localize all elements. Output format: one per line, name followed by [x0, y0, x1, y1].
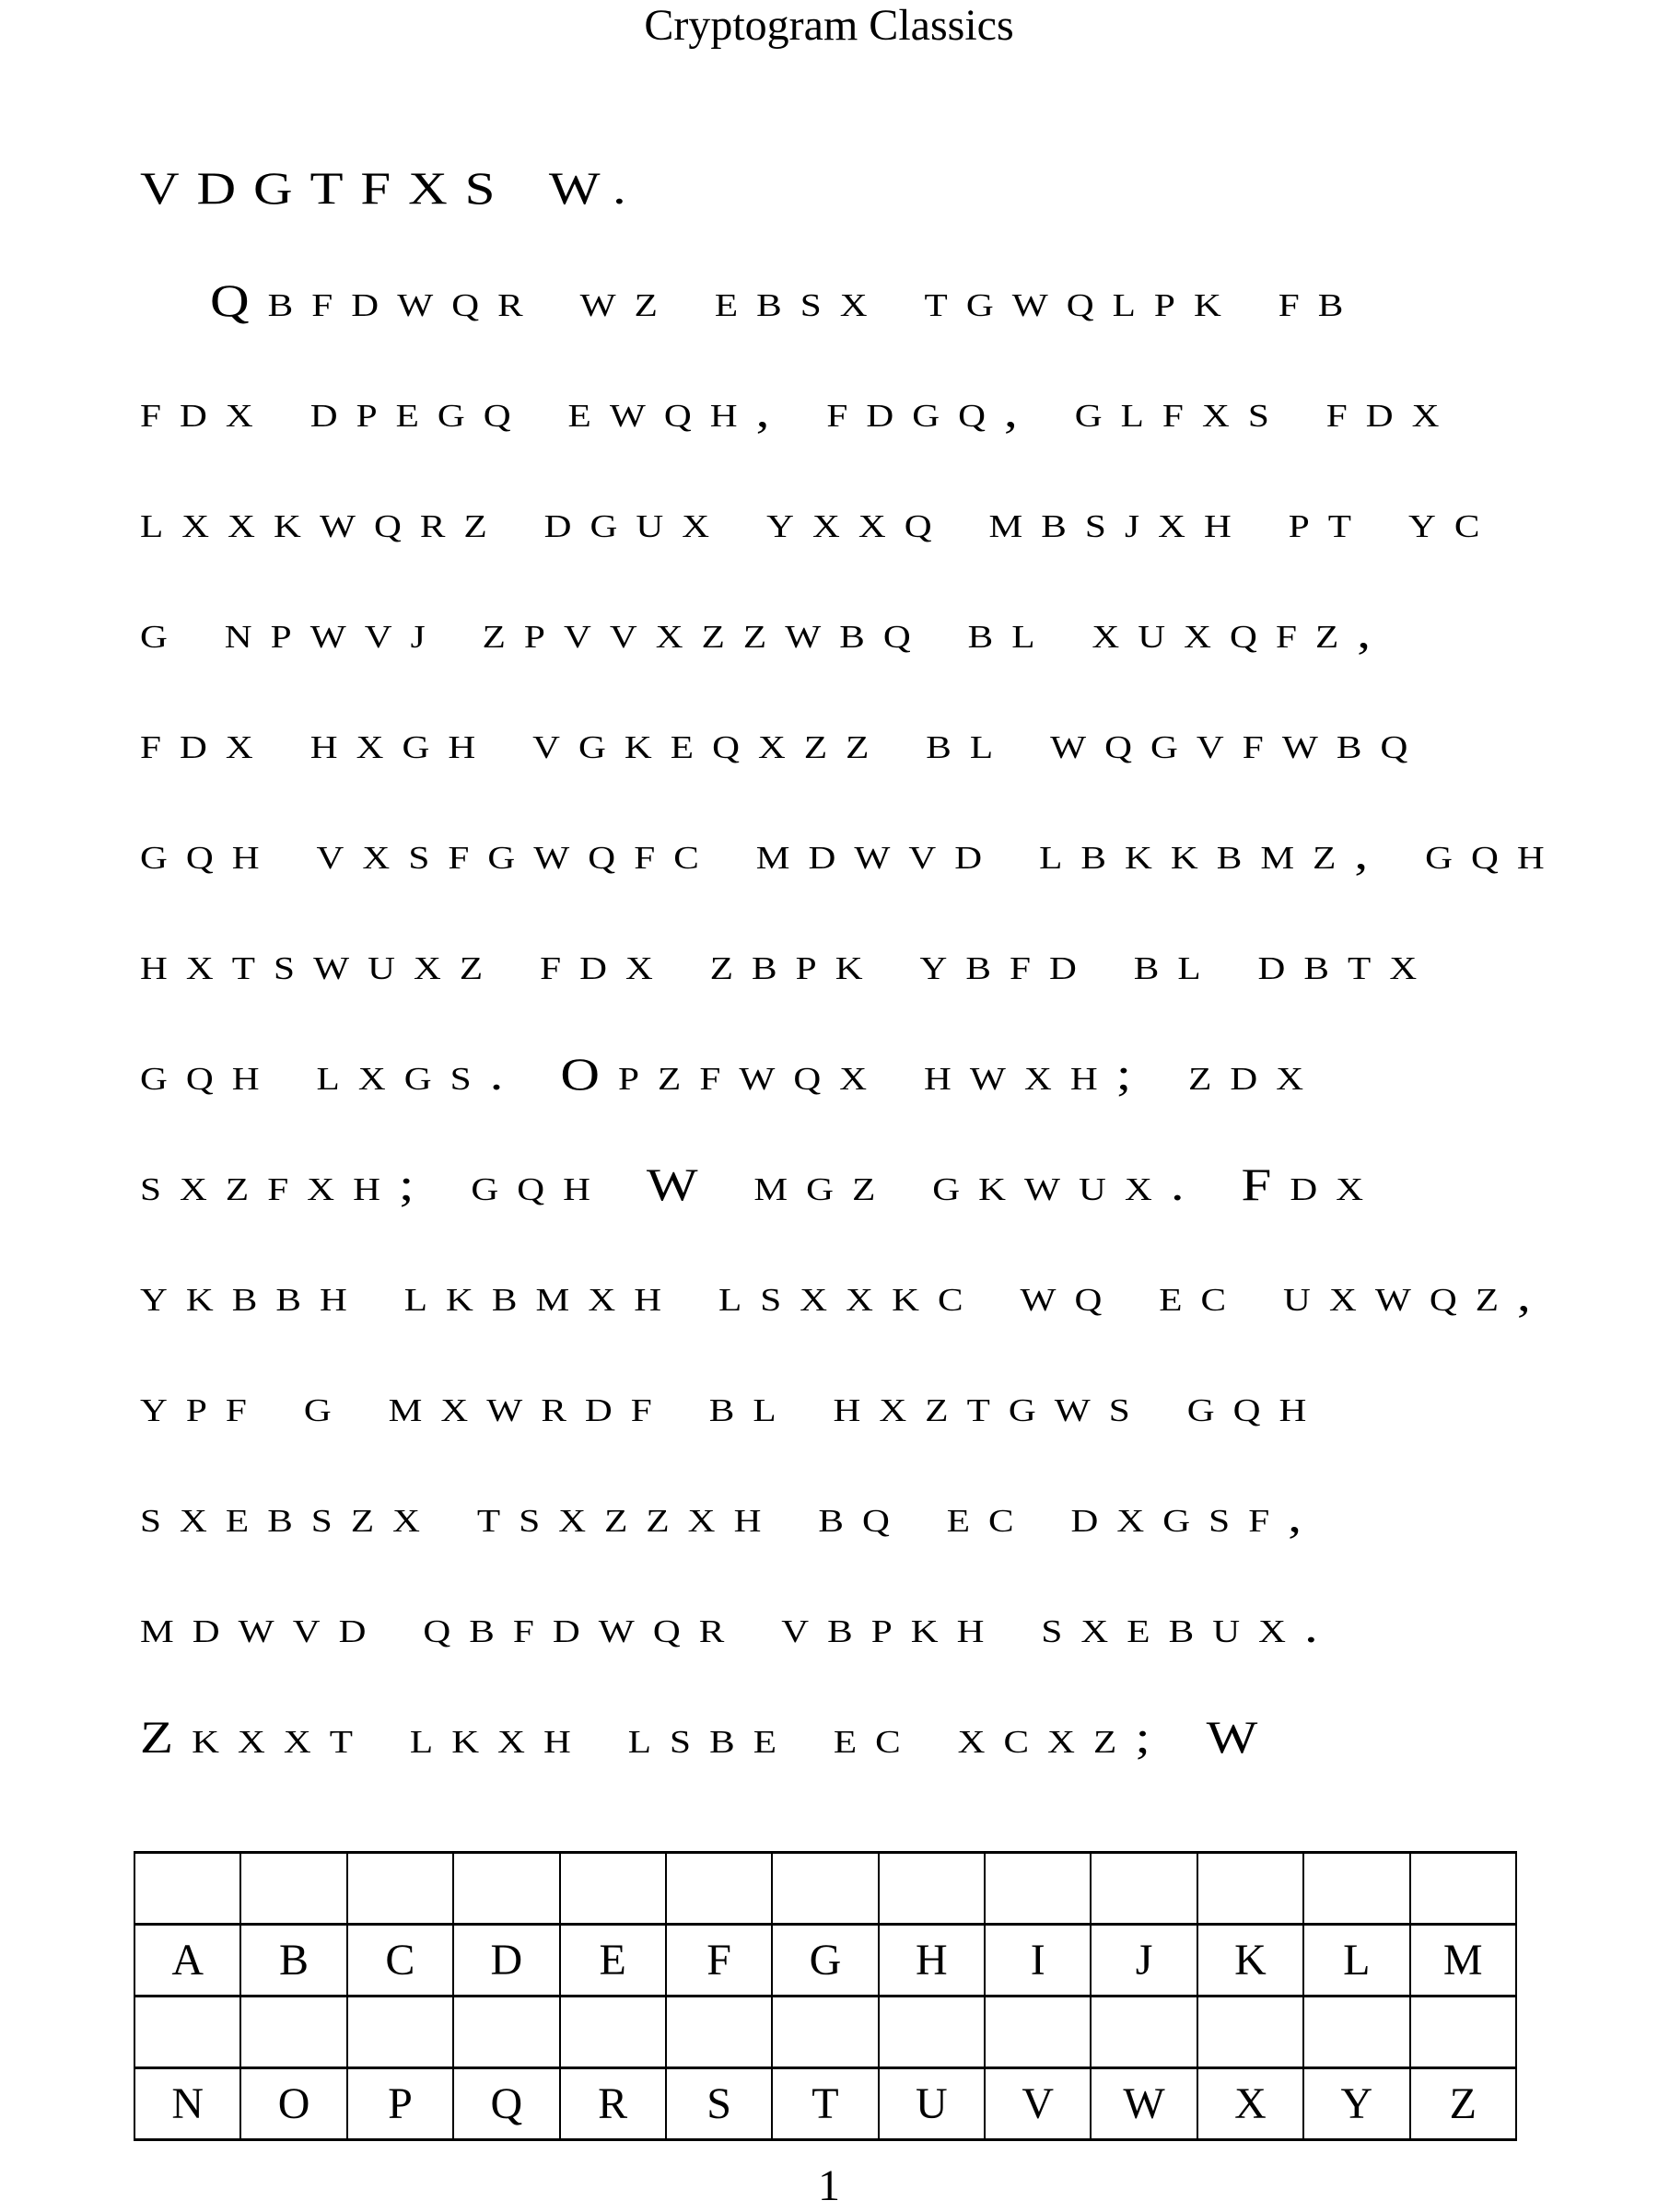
answer-cell-e[interactable] — [560, 1853, 666, 1925]
answer-cell-u[interactable] — [879, 1997, 985, 2068]
key-letter: E — [560, 1925, 666, 1997]
key-letter: C — [347, 1925, 453, 1997]
key-letter: Y — [1303, 2068, 1409, 2140]
answer-cell-h[interactable] — [879, 1853, 985, 1925]
answer-cell-f[interactable] — [666, 1853, 772, 1925]
cipher-line: gqh lxgs. Opzfwqx hwxh; zdx — [140, 1048, 1323, 1100]
answer-cell-b[interactable] — [240, 1853, 346, 1925]
cipher-heading: VDGTFXS W. — [140, 162, 644, 214]
cipher-line: hxtswuxz fdx zbpk ybfd bl dbtx — [140, 937, 1436, 989]
key-letter: D — [453, 1925, 559, 1997]
answer-cell-p[interactable] — [347, 1997, 453, 2068]
answer-cell-c[interactable] — [347, 1853, 453, 1925]
answer-cell-n[interactable] — [134, 1997, 240, 2068]
key-letter: A — [134, 1925, 240, 1997]
answer-cell-w[interactable] — [1091, 1997, 1197, 2068]
cipher-line: Qbfdwqr wz ebsx tgwqlpk fb — [210, 274, 1362, 326]
cipher-line: gqh vxsfgwqfc mdwvd lbkkbmz, gqh — [140, 827, 1563, 879]
answer-cell-q[interactable] — [453, 1997, 559, 2068]
cipher-line: sxebszx tsxzzxh bq ec dxgsf, — [140, 1490, 1321, 1542]
answer-row-n-z — [134, 1997, 1516, 2068]
cipher-line: fdx hxgh vgkeqxzz bl wqgvfwbq — [140, 716, 1427, 768]
answer-cell-o[interactable] — [240, 1997, 346, 2068]
key-letter: B — [240, 1925, 346, 1997]
cipher-line: Zkxxt lkxh lsbe ec xcxz; W — [140, 1711, 1277, 1763]
key-letter: G — [772, 1925, 878, 1997]
letter-row-a-m — [134, 1925, 1516, 1997]
cipher-line: g npwvj zpvvxzzwbq bl xuxqfz, — [140, 606, 1390, 658]
answer-cell-l[interactable] — [1303, 1853, 1409, 1925]
key-letter: L — [1303, 1925, 1409, 1997]
key-letter: S — [666, 2068, 772, 2140]
key-letter: J — [1091, 1925, 1197, 1997]
cipher-line: ypf g mxwrdf bl hxztgws gqh — [140, 1380, 1325, 1431]
answer-cell-t[interactable] — [772, 1997, 878, 2068]
key-letter: V — [985, 2068, 1091, 2140]
cipher-line: sxzfxh; gqh W mgz gkwux. Fdx — [140, 1158, 1383, 1210]
answer-cell-d[interactable] — [453, 1853, 559, 1925]
key-letter: O — [240, 2068, 346, 2140]
key-letter: R — [560, 2068, 666, 2140]
key-letter: X — [1197, 2068, 1303, 2140]
cipher-line: lxxkwqrz dgux yxxq mbsjxh pt yc — [140, 495, 1499, 547]
answer-cell-y[interactable] — [1303, 1997, 1409, 2068]
answer-cell-r[interactable] — [560, 1997, 666, 2068]
answer-cell-j[interactable] — [1091, 1853, 1197, 1925]
answer-cell-k[interactable] — [1197, 1853, 1303, 1925]
cipher-line: fdx dpegq ewqh, fdgq, glfxs fdx — [140, 385, 1458, 437]
cipher-line: mdwvd qbfdwqr vbpkh sxebux. — [140, 1601, 1337, 1652]
answer-cell-i[interactable] — [985, 1853, 1091, 1925]
cipher-line: ykbbh lkbmxh lsxxkc wq ec uxwqz, — [140, 1269, 1549, 1321]
key-letter: Q — [453, 2068, 559, 2140]
key-letter: P — [347, 2068, 453, 2140]
key-letter: T — [772, 2068, 878, 2140]
page-title: Cryptogram Classics — [644, 1, 1014, 50]
answer-cell-g[interactable] — [772, 1853, 878, 1925]
answer-cell-m[interactable] — [1410, 1853, 1517, 1925]
answer-cell-v[interactable] — [985, 1997, 1091, 2068]
key-letter: Z — [1410, 2068, 1517, 2140]
key-letter: M — [1410, 1925, 1517, 1997]
page-number: 1 — [818, 2161, 840, 2210]
key-letter: I — [985, 1925, 1091, 1997]
answer-row-a-m — [134, 1853, 1516, 1925]
answer-cell-x[interactable] — [1197, 1997, 1303, 2068]
letter-row-n-z — [134, 2068, 1516, 2140]
cipher-key-table — [134, 1851, 1517, 2141]
key-letter: F — [666, 1925, 772, 1997]
answer-cell-z[interactable] — [1410, 1997, 1517, 2068]
answer-cell-a[interactable] — [134, 1853, 240, 1925]
key-letter: N — [134, 2068, 240, 2140]
key-letter: H — [879, 1925, 985, 1997]
key-letter: U — [879, 2068, 985, 2140]
key-letter: W — [1091, 2068, 1197, 2140]
answer-cell-s[interactable] — [666, 1997, 772, 2068]
key-letter: K — [1197, 1925, 1303, 1997]
